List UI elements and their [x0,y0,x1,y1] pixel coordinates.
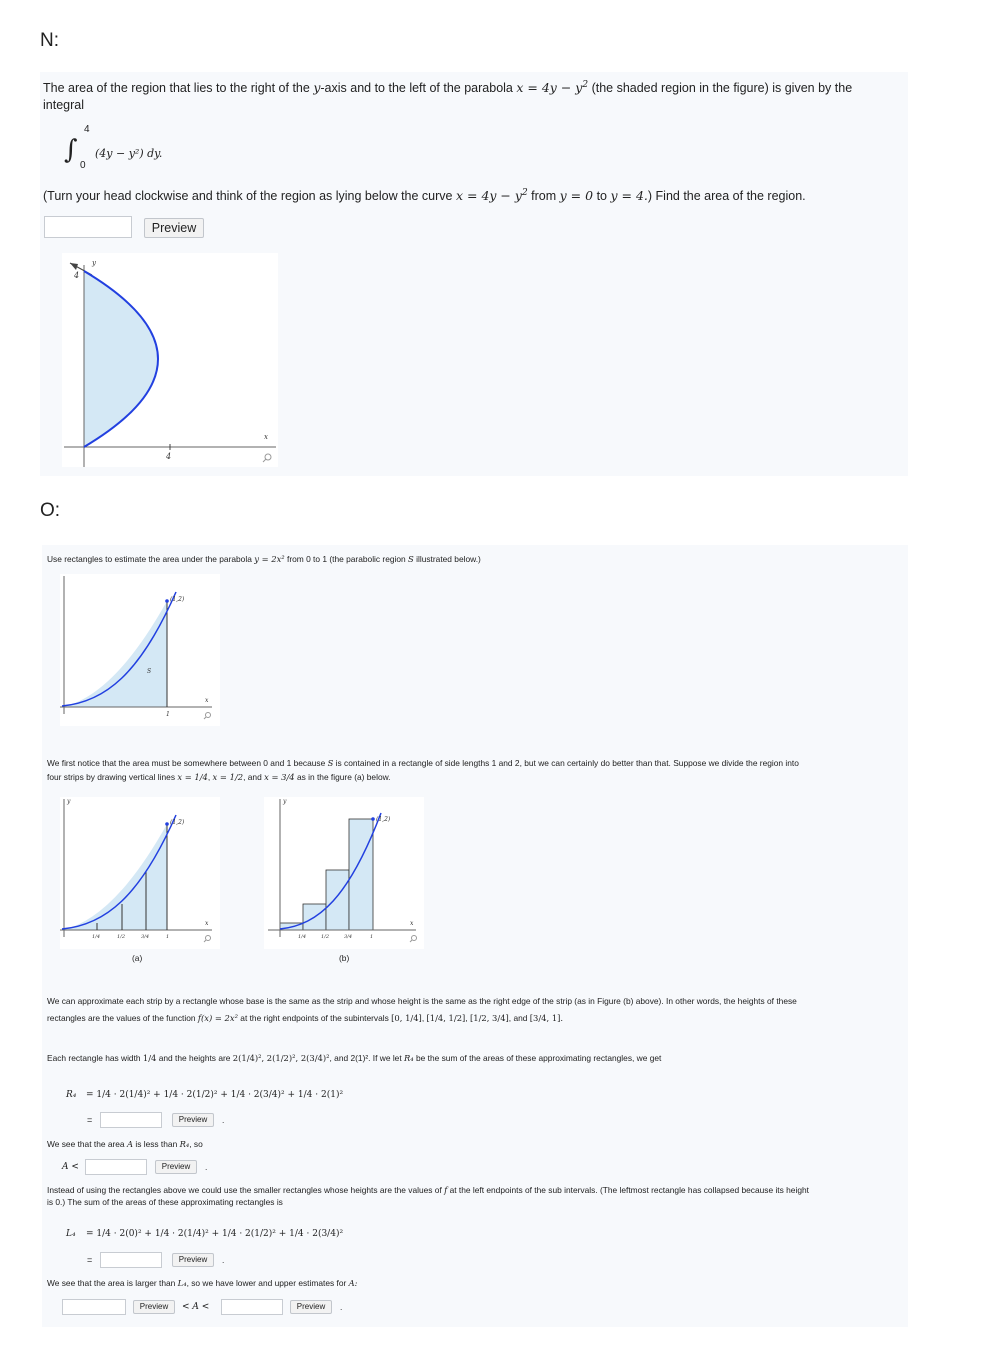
figure-b [264,797,424,949]
r4-equals: = [87,1115,93,1125]
tick-label-b-3: 3/4 [344,934,353,940]
r4-label: R₄ [66,1090,77,1100]
see-r4-text: We see that the area A is less than R₄, so [47,1139,203,1149]
rect-b-3 [326,870,349,930]
x-tick-label-n: 4 [166,452,172,461]
figure-n [62,253,278,467]
tick-label-b-2: 1/2 [321,934,330,940]
period-a-upper: . [205,1162,208,1172]
period-l4: . [222,1255,225,1265]
intro-text: Use rectangles to estimate the area under the parabola y = 2x² from 0 to 1 (the parabolic region S illustrated below.) [47,554,481,564]
preview-button-r4[interactable]: Preview [172,1113,214,1127]
svg-text:(1,2): (1,2) [170,819,185,826]
integral-sign: ∫ [64,135,78,165]
svg-text:(1,2): (1,2) [170,596,185,603]
y-axis-label-n: y [92,259,96,267]
l4-equals: = [87,1255,93,1265]
l4-answer-input[interactable] [100,1252,162,1268]
preview-button-a-lower[interactable]: Preview [133,1300,175,1314]
section-n-label: N: [40,30,59,51]
integral-upper-limit: 4 [84,124,90,135]
see-l4-text: We see that the area is larger than L₄, so we have lower and upper estimates for A: [47,1278,358,1288]
a-upper-input-2[interactable] [221,1299,283,1315]
problem-n-text-line2: integral [43,98,84,112]
svg-text:y: y [67,798,71,805]
l4-expression: = 1/4 · 2(0)² + 1/4 · 2(1/4)² + 1/4 · 2(1/2)² + 1/4 · 2(3/4)² [86,1229,344,1239]
para4-line2: is 0.) The sum of the areas of these approximating rectangles is [47,1197,283,1207]
preview-button-a-upper[interactable]: Preview [155,1160,197,1174]
tick-label-a-1: 1/4 [92,934,101,940]
a-less-than: A < [62,1162,79,1172]
figure-parabola-main [60,574,220,726]
answer-input-n[interactable] [44,216,132,238]
para1-line1: We first notice that the area must be somewhere between 0 and 1 because S is contained in a rectangle of side lengths 1 and 2, but we can certainly do better than that. Suppose we divide the region into [47,758,799,768]
svg-text:S: S [147,668,152,675]
problem-o-panel [42,545,908,1327]
para1-line2: four strips by drawing vertical lines x = 1/4, x = 1/2, and x = 3/4 as in the figure (a) below. [47,772,391,782]
figure-b-caption: (b) [339,953,350,963]
problem-n-text-line1: The area of the region that lies to the right of the y-axis and to the left of the parabola $x = 4y - y^2$ (the shaded region in the figure) is given by the [43,80,853,96]
preview-button-l4[interactable]: Preview [172,1253,214,1267]
r4-expression: = 1/4 · 2(1/4)² + 1/4 · 2(1/2)² + 1/4 · 2(3/4)² + 1/4 · 2(1)² [86,1090,344,1100]
figure-a-caption: (a) [132,953,143,963]
tick-label-a-3: 3/4 [141,934,150,940]
lt-a-lt: < A < [182,1302,210,1312]
svg-text:x: x [205,697,209,704]
tick-label-b-1: 1/4 [298,934,307,940]
tick-label-b-4: 1 [370,934,374,940]
problem-n-panel [40,72,908,476]
svg-text:(1,2): (1,2) [376,816,391,823]
preview-button-n[interactable]: Preview [144,218,204,238]
section-o-label: O: [40,500,61,521]
problem-n-text-line3: (Turn your head clockwise and think of the region as lying below the curve $x = 4y - y^2$ from y = 0 to y = 4.) Find the area of the region. [43,188,806,204]
x-axis-label-n: x [264,433,268,441]
tick-label-a-2: 1/2 [117,934,126,940]
a-lower-input[interactable] [62,1299,126,1315]
svg-text:x: x [205,920,209,927]
tick-label-a-4: 1 [166,934,170,940]
svg-text:y: y [283,798,287,805]
para2-line1: We can approximate each strip by a rectangle whose base is the same as the strip and whose height is the same as the right edge of the strip (as in Figure (b) above). In other words, the heights of these [47,996,797,1006]
period-final: . [340,1302,343,1312]
period-r4: . [222,1115,225,1125]
y-tick-label-n: 4 [74,271,80,280]
para3: Each rectangle has width 1/4 and the heights are 2(1/4)², 2(1/2)², 2(3/4)², and 2(1)². If we let R₄ be the sum of the areas of these approximating rectangles, we get [47,1053,662,1063]
l4-label: L₄ [66,1229,76,1239]
svg-text:x: x [410,920,414,927]
para2-line2: rectangles are the values of the function f(x) = 2x² at the right endpoints of the subintervals [0, 1/4], [1/4, 1/2], [1/2, 3/4], and [3/4, 1]. [47,1013,564,1023]
r4-answer-input[interactable] [100,1112,162,1128]
integral-lower-limit: 0 [80,160,86,171]
svg-text:1: 1 [166,711,170,718]
figure-a [60,797,220,949]
para4-line1: Instead of using the rectangles above we could use the smaller rectangles whose heights are the values of f at the left endpoints of the sub intervals. (The leftmost rectangle has collapsed because its height [47,1185,809,1195]
preview-button-a-upper-2[interactable]: Preview [290,1300,332,1314]
integrand: (4y − y²) dy. [95,147,163,160]
a-upper-input[interactable] [85,1159,147,1175]
